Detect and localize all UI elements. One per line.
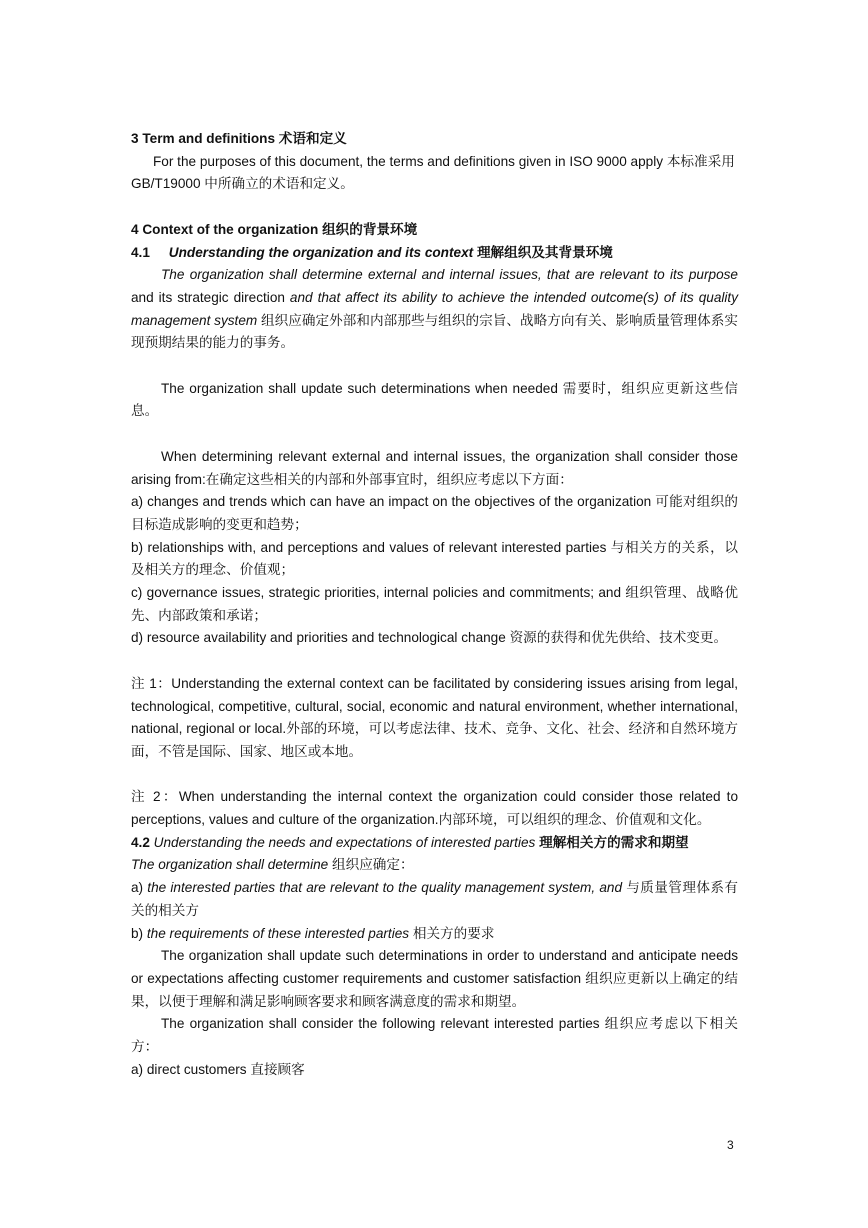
section-4-1-paragraph-1 — [131, 264, 738, 355]
page-number: 3 — [727, 1138, 734, 1152]
spacer — [131, 355, 738, 378]
page-content — [131, 128, 738, 1081]
para-italic-1: The organization shall determine external and internal issues, that are relevant to its purpose — [161, 267, 738, 283]
note-1: 注 1：Understanding the external context can be facilitated by considering issues arising from legal, technological, competitive, cultural, social, economic and natural environment, whether international, national, regional or local.外部的环境，可以考虑法律、技术、竞争、文化、社会、经济和自然环境方面，不管是国际、国家、地区或本地。 — [131, 675, 738, 759]
section-4-1-number: 4.1 — [131, 244, 150, 260]
section-4-1-paragraph-3: When determining relevant external and internal issues, the organization shall consider those arising from:在确定这些相关的内部和外部事宜时，组织应考虑以下方面： — [131, 448, 738, 487]
intro-italic: The organization shall determine — [131, 857, 329, 873]
spacer — [131, 423, 738, 446]
spacer — [131, 764, 738, 787]
spacer — [131, 650, 738, 673]
section-4-2-intro — [131, 854, 738, 877]
item-italic: the requirements of these interested parties — [146, 925, 410, 941]
section-4-heading: 4 Context of the organization 组织的背景环境 — [131, 221, 418, 237]
item-prefix: b) — [131, 925, 147, 941]
section-4-2-heading — [131, 832, 738, 855]
spacer — [131, 196, 738, 219]
section-4-1-paragraph-2: The organization shall update such determinations when needed 需要时，组织应更新这些信息。 — [131, 380, 738, 419]
section-4-2-title-zh: 理解相关方的需求和期望 — [535, 834, 689, 850]
item-prefix: a) — [131, 880, 148, 896]
item-italic: the interested parties that are relevant to the quality management system, and — [147, 880, 623, 896]
section-4-2-paragraph-update: The organization shall update such determinations in order to understand and anticipate needs or expectations affecting customer requirements and customer satisfaction 组织应更新以上确定的结果，以便于理解和满足影响顾客要求和顾客满意度的需求和期望。 — [131, 948, 738, 1009]
section-4-2-title-en: Understanding the needs and expectations of interested parties — [149, 834, 536, 850]
section-4-2-number: 4.2 — [131, 834, 150, 850]
para-text-1: and its strategic direction — [131, 289, 290, 305]
section-4-1-heading — [131, 242, 738, 265]
list-item-c: c) governance issues, strategic priorities, internal policies and commitments; and 组织管理、战略优先、内部政策和承诺； — [131, 585, 738, 623]
list-item-b: b) relationships with, and perceptions and values of relevant interested parties 与相关方的关系，以及相关方的理念、价值观； — [131, 539, 738, 578]
intro-text: 组织应确定： — [328, 857, 414, 873]
section-4-2-item-a — [131, 877, 738, 922]
section-4-1-title-en: Understanding the organization and its context — [168, 244, 474, 260]
section-4-2-paragraph-consider: The organization shall consider the following relevant interested parties 组织应考虑以下相关方： — [131, 1016, 738, 1055]
section-3-heading: 3 Term and definitions 术语和定义 — [131, 131, 347, 146]
para-italic-2: and that affect its ability to achieve the intended outcome(s) of its quality management system — [131, 289, 738, 328]
note-2: 注 2：When understanding the internal context the organization could consider those related to perceptions, values and culture of the organization.内部环境，可以组织的理念、价值观和文化。 — [131, 789, 738, 828]
list-item-a: a) changes and trends which can have an impact on the objectives of the organization 可能对组织的目标造成影响的变更和趋势； — [131, 494, 738, 532]
section-4-2-list-item-a: a) direct customers 直接顾客 — [131, 1061, 305, 1077]
item-text: 与质量管理体系有关的相关方 — [131, 880, 738, 918]
item-text: 相关方的要求 — [409, 925, 495, 941]
para-text-2: 组织应确定外部和内部那些与组织的宗旨、战略方向有关、影响质量管理体系实现预期结果的能力的事务。 — [131, 312, 738, 351]
section-3-paragraph: For the purposes of this document, the terms and definitions given in ISO 9000 apply 本标准采用 GB/T19000 中所确立的术语和定义。 — [131, 153, 735, 192]
section-4-1-title-zh: 理解组织及其背景环境 — [473, 244, 613, 260]
list-item-d: d) resource availability and priorities and technological change 资源的获得和优先供给、技术变更。 — [131, 630, 728, 646]
section-4-2-item-b — [131, 923, 738, 946]
